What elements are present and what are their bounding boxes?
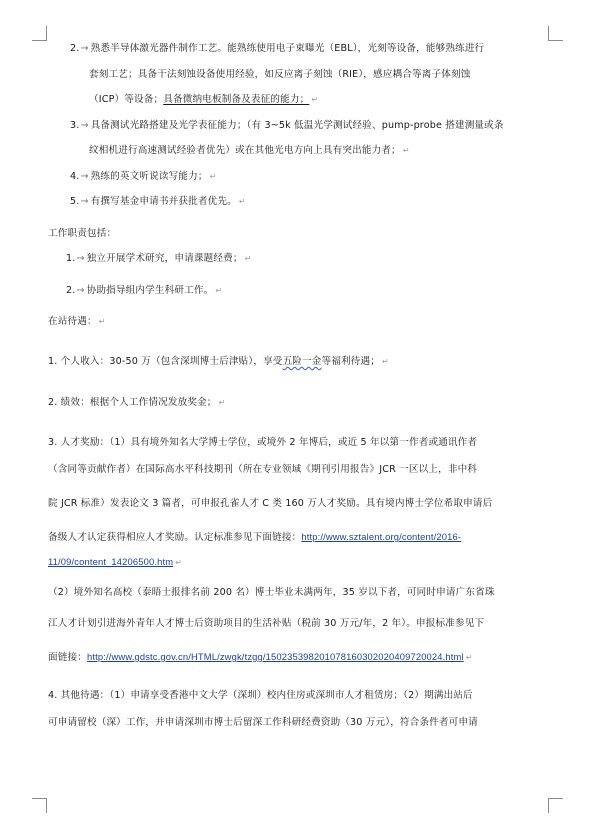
list-item-continuation: 套刻工艺；具备干法刻蚀设备使用经验，如反应离子刻蚀（RIE），感应耦合等离子体刻蚀: [89, 69, 471, 80]
margin-corner-mark: [548, 26, 563, 41]
paragraph-mark: ↵: [382, 357, 389, 366]
list-item-continuation: （ICP）等设备；具备微纳电板制备及表征的能力； ↵: [89, 94, 319, 105]
tab-arrow-mark: →: [80, 120, 89, 131]
benefit-item-continuation: 院 JCR 标准）发表论文 3 篇者，可申报孔雀人才 C 类 160 万人才奖励。具有境内博士学位希取申请后: [48, 498, 493, 509]
paragraph-mark: ↵: [209, 172, 217, 181]
margin-corner-mark: [548, 798, 563, 813]
section-heading: 工作职责包括：: [48, 228, 117, 239]
paragraph-mark: ↵: [238, 197, 246, 206]
list-item: 4.→ 熟练的英文听说读写能力； ↵: [70, 171, 217, 182]
tab-arrow-mark: →: [80, 171, 89, 182]
gdstc-link[interactable]: http://www.gdstc.gov.cn/HTML/zwgk/tzgg/1502353982010781603020​2040972​0024.html: [86, 651, 464, 662]
sztalent-link[interactable]: http://www.sztalent.org/content/2016-: [301, 531, 462, 542]
paragraph-mark: ↵: [465, 653, 473, 662]
benefit-item-continuation: （含同等贡献作者）在国际高水平科技期刊（所在专业领域《期刊引用报告》JCR 一区以上，非中科: [48, 464, 478, 475]
paragraph-mark: ↵: [215, 286, 223, 295]
benefit-item: （2）境外知名高校（泰晤士报排名前 200 名）博士毕业未满两年，35 岁以下者，可同时申请广东省珠: [48, 587, 495, 598]
paragraph-mark: ↵: [175, 558, 183, 567]
list-item: 2.→ 熟悉半导体激光器件制作工艺。能熟练使用电子束曝光（EBL），光刻等设备，能够熟练进行: [70, 43, 485, 54]
list-item: 1.→ 独立开展学术研究，申请课题经费； ↵: [66, 253, 252, 264]
paragraph-mark: ↵: [98, 317, 106, 326]
benefit-item-continuation: 面链接：http://www.gdstc.gov.cn/HTML/zwgk/tzgg/1502353982010781603020​2040972​0024.html ↵: [48, 651, 473, 663]
benefit-item: 1. 个人收入：30-50 万（包含深圳博士后津贴），享受五险一金等福利待遇； ↵: [48, 356, 389, 367]
benefit-item: 4. 其他待遇：（1）申请享受香港中文大学（深圳）校内住房或深圳市人才租赁房；（2）期满出站后: [48, 690, 473, 701]
sztalent-link-continued[interactable]: 11/09/content_14206500.htm: [48, 556, 174, 567]
paragraph-mark: ↵: [311, 95, 319, 104]
tab-arrow-mark: →: [80, 43, 89, 54]
benefit-item: 2. 绩效：根据个人工作情况发放奖金； ↵: [48, 397, 226, 408]
list-item: 3.→ 具备测试光路搭建及光学表征能力；（有 3~5k 低温光学测试经验、pump-probe 搭建测量或条: [70, 120, 504, 131]
benefit-item-continuation: 江人才计划引进海外青年人才博士后资助项目的生活补贴（税前 30 万元/年，2 年）。申报标准参见下: [48, 618, 485, 629]
tab-arrow-mark: →: [76, 253, 85, 264]
benefit-item-continuation: 可申请留校（深）工作，并申请深圳市博士后留深工作科研经费资助（30 万元），符合条件者可申请: [48, 717, 478, 728]
list-item-continuation: 纹相机进行高速测试经验者优先）或在其他光电方向上具有突出能力者； ↵: [89, 145, 410, 156]
list-item: 5.→ 有撰写基金申请书并获批者优先。 ↵: [70, 196, 246, 207]
benefit-item: 3. 人才奖励：（1）具有境外知名大学博士学位，或境外 2 年博后，或近 5 年以第一作者或通讯作者: [48, 437, 478, 448]
tab-arrow-mark: →: [76, 285, 85, 296]
paragraph-mark: ↵: [218, 398, 226, 407]
margin-corner-mark: [32, 26, 47, 41]
benefit-item-continuation: [48, 555, 182, 570]
list-item: 2.→ 协助指导组内学生科研工作。 ↵: [66, 285, 223, 296]
tab-arrow-mark: →: [80, 196, 89, 207]
paragraph-mark: ↵: [402, 146, 410, 155]
section-heading: 在站待遇： ↵: [48, 316, 106, 327]
benefit-item-continuation: 备级人才认定获得相应人才奖励。认定标准参见下面链接：http://www.sztalent.org/content/2016-: [48, 531, 462, 543]
margin-corner-mark: [32, 798, 47, 813]
paragraph-mark: ↵: [244, 254, 252, 263]
